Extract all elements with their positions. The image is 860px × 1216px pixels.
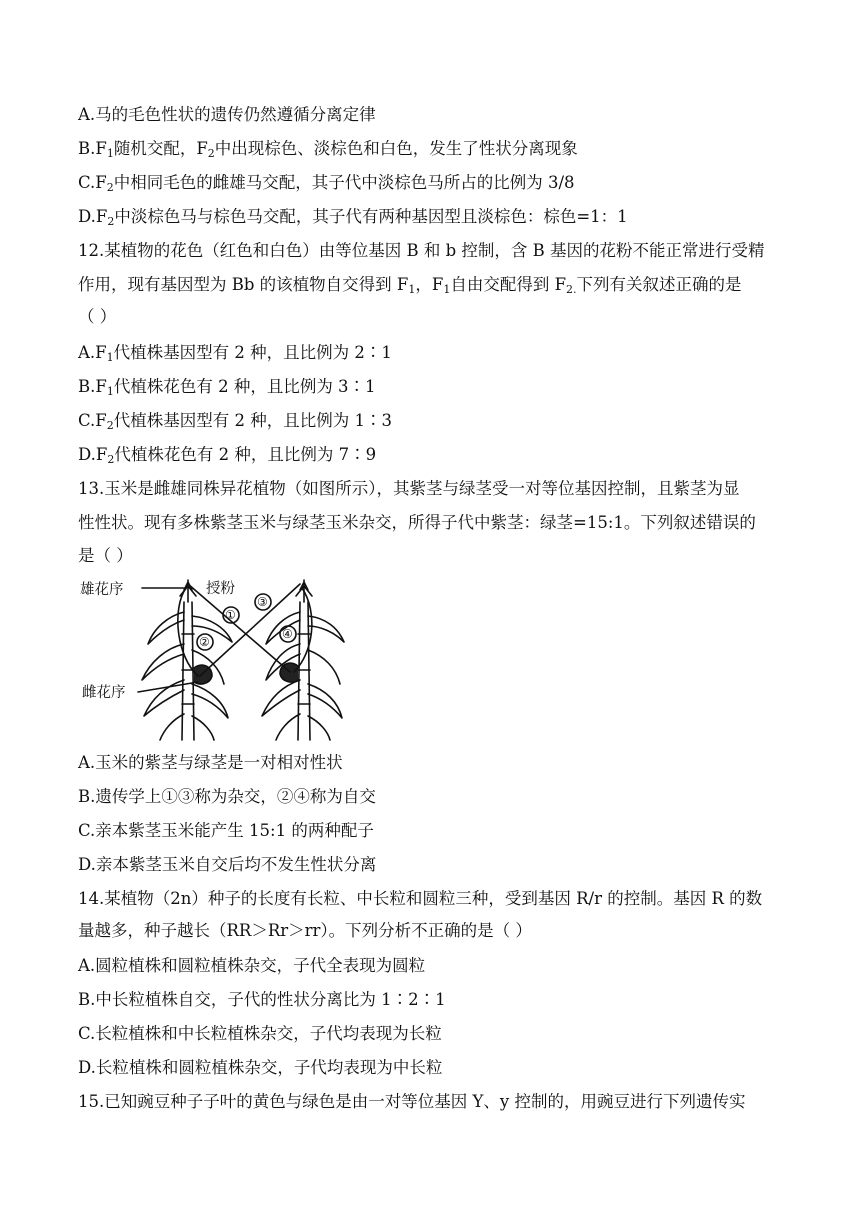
q11-option-c: $C.F_2$中相同毛色的雌雄马交配，其子代中淡棕色马所占的比例为 3/8: [78, 173, 575, 194]
q14-stem-line2: 量越多，种子越长（RR＞Rr＞rr）。下列分析不正确的是（ ）: [78, 921, 532, 940]
number-3: ③: [257, 595, 268, 609]
pollination-label: 授粉: [206, 581, 235, 597]
q14-option-b: B.中长粒植株自交，子代的性状分离比为 1∶2∶1: [78, 990, 446, 1009]
q12-option-d: $D.F_2$代植株花色有 2 种，且比例为 7∶9: [78, 445, 377, 466]
q13-stem-line3: 是（ ）: [78, 546, 133, 565]
q12-stem-line2: 作用，现有基因型为 Bb 的该植物自交得到 $F_1$，$F_1$自由交配得到 $F_{2.}$下列有关叙述正确的是: [78, 275, 742, 296]
q11-option-b: $B.F_1$随机交配，$F_2$中出现棕色、淡棕色和白色，发生了性状分离现象: [78, 139, 578, 160]
q13-option-b: B.遗传学上①③称为杂交，②④称为自交: [78, 787, 376, 806]
male-inflorescence-label: 雄花序: [80, 582, 124, 598]
q12-answer-blank: （ ）: [78, 307, 117, 326]
female-inflorescence-label: 雌花序: [82, 685, 126, 701]
number-2: ②: [199, 635, 210, 649]
q11-option-d: $D.F_2$中淡棕色马与棕色马交配，其子代有两种基因型且淡棕色：棕色=1：1: [78, 207, 628, 228]
q14-stem-line1: 14.某植物（2n）种子的长度有长粒、中长粒和圆粒三种，受到基因 R/r 的控制。基因 R 的数: [78, 889, 763, 908]
q13-stem-line1: 13.玉米是雌雄同株异花植物（如图所示），其紫茎与绿茎受一对等位基因控制，且紫茎为显: [78, 479, 740, 498]
q12-option-b: $B.F_1$代植株花色有 2 种，且比例为 3∶1: [78, 377, 376, 398]
q13-option-a: A.玉米的紫茎与绿茎是一对相对性状: [78, 753, 343, 772]
number-1: ①: [225, 608, 236, 622]
q12-stem-line1: 12.某植物的花色（红色和白色）由等位基因 B 和 b 控制，含 B 基因的花粉不能正常进行受精: [78, 241, 765, 260]
q13-option-d: D.亲本紫茎玉米自交后均不发生性状分离: [78, 855, 377, 874]
q14-option-c: C.长粒植株和中长粒植株杂交，子代均表现为长粒: [78, 1024, 442, 1043]
q11-option-a: A.马的毛色性状的遗传仍然遵循分离定律: [78, 105, 376, 124]
q12-option-a: $A.F_1$代植株基因型有 2 种，且比例为 2∶1: [78, 343, 392, 364]
q13-option-c: C.亲本紫茎玉米能产生 15:1 的两种配子: [78, 821, 374, 840]
q15-stem-line1: 15.已知豌豆种子子叶的黄色与绿色是由一对等位基因 Y、y 控制的，用豌豆进行下列遗传实: [78, 1092, 746, 1111]
q13-stem-line2: 性性状。现有多株紫茎玉米与绿茎玉米杂交，所得子代中紫茎：绿茎=15:1。下列叙述错误的: [78, 513, 756, 532]
corn-pollination-figure: [80, 572, 352, 742]
q14-option-a: A.圆粒植株和圆粒植株杂交，子代全表现为圆粒: [78, 956, 426, 975]
q14-option-d: D.长粒植株和圆粒植株杂交，子代均表现为中长粒: [78, 1058, 443, 1077]
q12-option-c: $C.F_2$代植株基因型有 2 种，且比例为 1∶3: [78, 411, 392, 432]
female-label-leader: [138, 682, 198, 692]
number-4: ④: [282, 627, 293, 641]
